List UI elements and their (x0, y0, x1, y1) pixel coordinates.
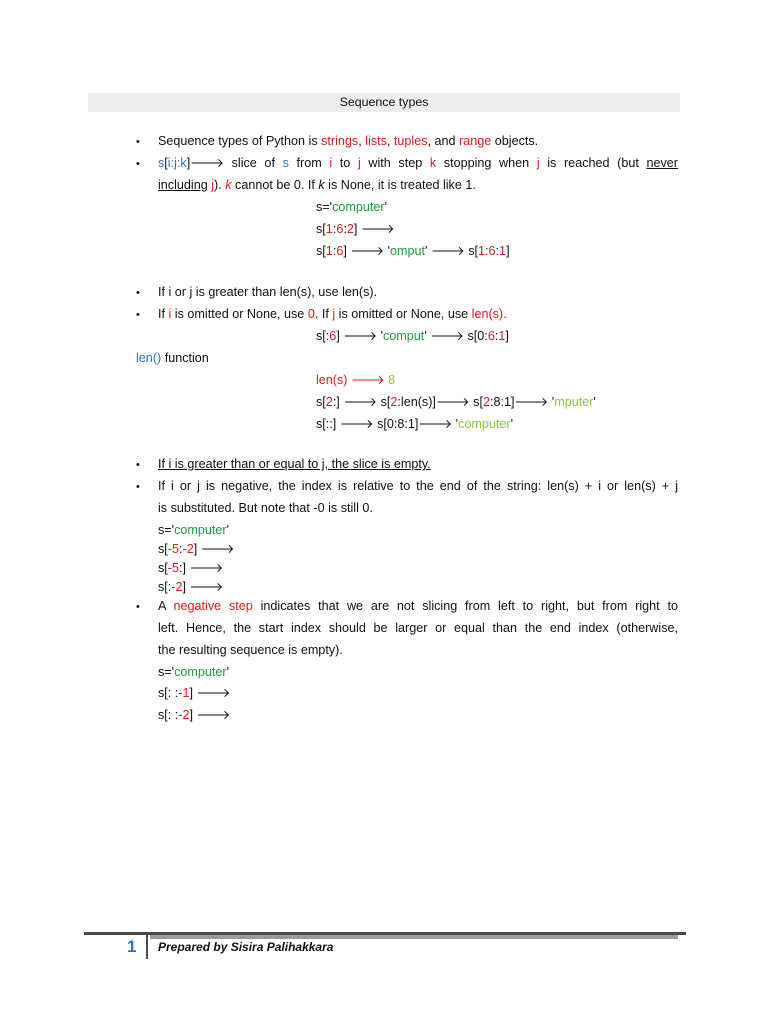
arrow-icon: 🡒 (196, 708, 231, 722)
example-line: s='computer' (158, 523, 229, 537)
bullet-marker: • (136, 459, 140, 471)
len-function-heading: len() function (136, 351, 209, 365)
bullet-slice-definition-line1: s[i:j:k]🡒 slice of s from i to j with step k stopping when j is reached (but never (158, 156, 678, 170)
footer-divider (146, 935, 148, 959)
example-line: len(s) 🡒 8 (316, 373, 396, 387)
bullet-negative-index-line1: If i or j is negative, the index is relative to the end of the string: len(s) + i or len(s) + j (158, 479, 678, 493)
bullet-negative-step-line3: the resulting sequence is empty). (158, 643, 343, 657)
bullet-omitted-rule: If i is omitted or None, use 0. If j is omitted or None, use len(s). (158, 307, 507, 321)
example-line: s[: :-2] 🡒 (158, 708, 231, 722)
example-line: s[:-2] 🡒 (158, 580, 224, 594)
bullet-negative-step-line1: A negative step indicates that we are not slicing from left to right, but from right to (158, 599, 678, 613)
arrow-icon: 🡒 (343, 329, 378, 343)
example-line: s[1:6] 🡒 'omput' 🡒 s[1:6:1] (316, 244, 510, 258)
arrow-icon: 🡒 (360, 222, 395, 236)
bullet-marker: • (136, 287, 140, 299)
bullet-negative-step-line2: left. Hence, the start index should be larger or equal than the end index (otherwise, (158, 621, 678, 635)
example-line: s[-5:-2] 🡒 (158, 542, 235, 556)
page-title: Sequence types (88, 93, 680, 112)
arrow-icon: 🡒 (514, 395, 549, 409)
arrow-icon: 🡒 (435, 395, 470, 409)
bullet-marker: • (136, 481, 140, 493)
arrow-icon: 🡒 (190, 156, 224, 170)
bullet-marker: • (136, 158, 140, 170)
example-line: s[-5:] 🡒 (158, 561, 224, 575)
arrow-icon: 🡒 (200, 542, 235, 556)
arrow-icon: 🡒 (430, 329, 464, 343)
example-line: s='computer' (158, 665, 229, 679)
footer-author: Prepared by Sisira Palihakkara (158, 940, 334, 954)
footer-rule-shadow (150, 935, 678, 939)
arrow-icon: 🡒 (339, 417, 374, 431)
bullet-marker: • (136, 309, 140, 321)
example-line: s[1:6:2] 🡒 (316, 222, 395, 236)
example-line: s[::] 🡒 s[0:8:1]🡒 'computer' (316, 417, 513, 431)
arrow-icon: 🡒 (189, 580, 224, 594)
arrow-icon: 🡒 (350, 244, 385, 258)
arrow-icon: 🡒 (196, 686, 231, 700)
arrow-icon: 🡒 (418, 417, 453, 431)
bullet-marker: • (136, 601, 140, 613)
example-line: s='computer' (316, 200, 387, 214)
bullet-marker: • (136, 136, 140, 148)
bullet-slice-definition-line2: including j). k cannot be 0. If k is None, it is treated like 1. (158, 178, 476, 192)
page-number: 1 (127, 937, 137, 956)
bullet-negative-index-line2: is substituted. But note that -0 is still 0. (158, 501, 373, 515)
bullet-empty-slice-rule: If i is greater than or equal to j, the slice is empty. (158, 457, 431, 471)
example-line: s[2:] 🡒 s[2:len(s)]🡒 s[2:8:1]🡒 'mputer' (316, 395, 596, 409)
arrow-icon: 🡒 (189, 561, 224, 575)
bullet-len-rule: If i or j is greater than len(s), use len(s). (158, 285, 378, 299)
bullet-sequence-types: Sequence types of Python is strings, lists, tuples, and range objects. (158, 134, 539, 148)
example-line: s[: :-1] 🡒 (158, 686, 231, 700)
arrow-icon: 🡒 (351, 373, 385, 387)
example-line: s[:6] 🡒 'comput' 🡒 s[0:6:1] (316, 329, 509, 343)
arrow-icon: 🡒 (343, 395, 378, 409)
arrow-icon: 🡒 (430, 244, 465, 258)
